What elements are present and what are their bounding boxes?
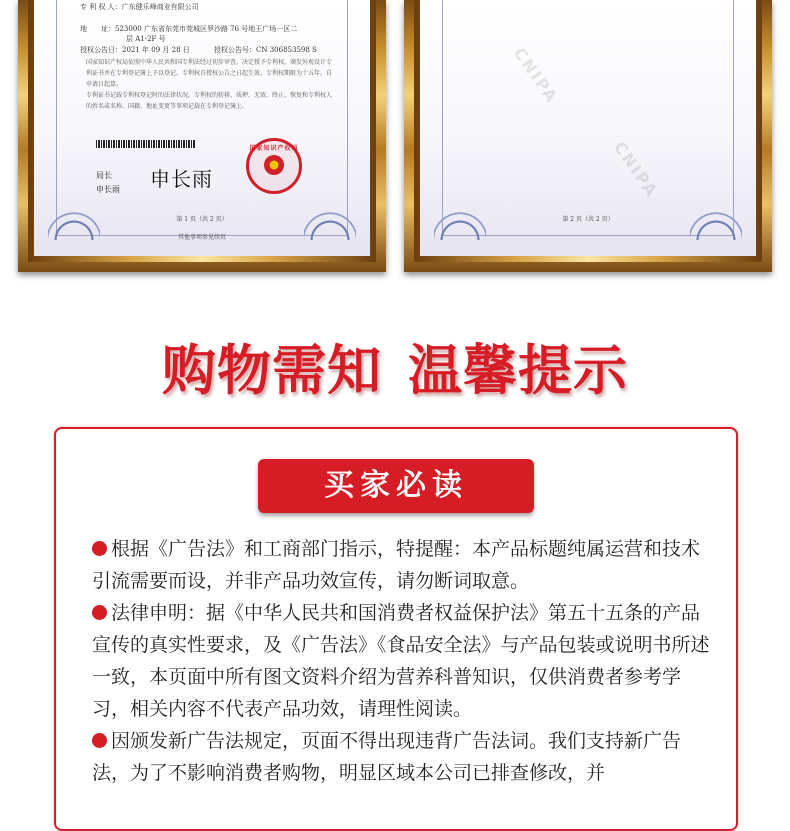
buyer-notice-box [54,427,738,831]
signature: 申长雨 [150,167,213,191]
headline-part-2: 温馨提示 [408,339,628,402]
grant-number: 授权公告号：CN 306853598 S [214,46,317,54]
address-row-2: 层 A1-2F 号 [126,35,166,43]
address-row: 地 址：523000 广东省东莞市莞城区罗沙路 76 号地王广场一区二 [80,25,298,33]
certificate-paper-left [34,0,370,256]
watermark: CNIPA [609,137,662,202]
certificate-frame-left [18,0,386,272]
barcode [96,140,196,148]
national-emblem-icon [264,155,284,175]
headline [0,328,790,405]
bullet-dot-icon [92,733,107,748]
corner-ornament-icon [690,206,742,240]
frame-gold-border [414,0,762,262]
bullet-dot-icon [92,605,107,620]
bullet-dot-icon [92,541,107,556]
grant-date-row: 授权公告日：2021 年 09 月 28 日 [80,46,190,54]
page-number: 第 1 页（共 2 页） [176,216,228,223]
corner-ornament-icon [434,206,486,240]
footer-note: 其他事项参见续页 [177,234,226,241]
certificate-paper-right [420,0,756,256]
certificate-frame-right [404,0,772,272]
notice-title: 买家必读 [258,459,534,513]
patentee-row: 专 利 权 人：广东健乐峰商业有限公司 [80,3,199,11]
director-label: 局长 [96,171,112,180]
watermark: CNIPA [509,43,562,108]
certificate-body-text: 国家知识产权局依照中华人民共和国专利法经过初步审查，决定授予专利权，颁发外观设计专利证书并在专利登记簿上予以登记。专利权自授权公告之日起生效。专利权期限为十五年，自申请日起算。 [86,59,333,88]
certificate-body-text-2: 专利证书记载专利权登记时的法律状况。专利权的转移、质押、无效、终止、恢复和专利权人的姓名或名称、国籍、地址变更等事项记载在专利登记簿上。 [86,92,333,110]
official-seal-icon: 国家知识产权局 [246,138,302,194]
notice-paragraph: 因颁发新广告法规定，页面不得出现违背广告法词。我们支持新广告法，为了不影响消费者购物，明显区域本公司已排查修改，并 [92,730,682,784]
notice-paragraph: 法律申明：据《中华人民共和国消费者权益保护法》第五十五条的产品宣传的真实性要求，及《广告法》《食品安全法》与产品包装或说明书所述一致，本页面中所有图文资料介绍为营养科普知识，仅供消费者参考学习，相关内容不代表产品功效，请理性阅读。 [92,602,710,720]
headline-part-1: 购物需知 [162,339,382,402]
frame-gold-border [28,0,376,262]
notice-paragraph: 根据《广告法》和工商部门指示，特提醒：本产品标题纯属运营和技术引流需要而设，并非产品功效宣传，请勿断词取意。 [92,538,701,592]
page-number: 第 2 页（共 2 页） [562,216,614,223]
director-name: 申长雨 [96,185,120,194]
